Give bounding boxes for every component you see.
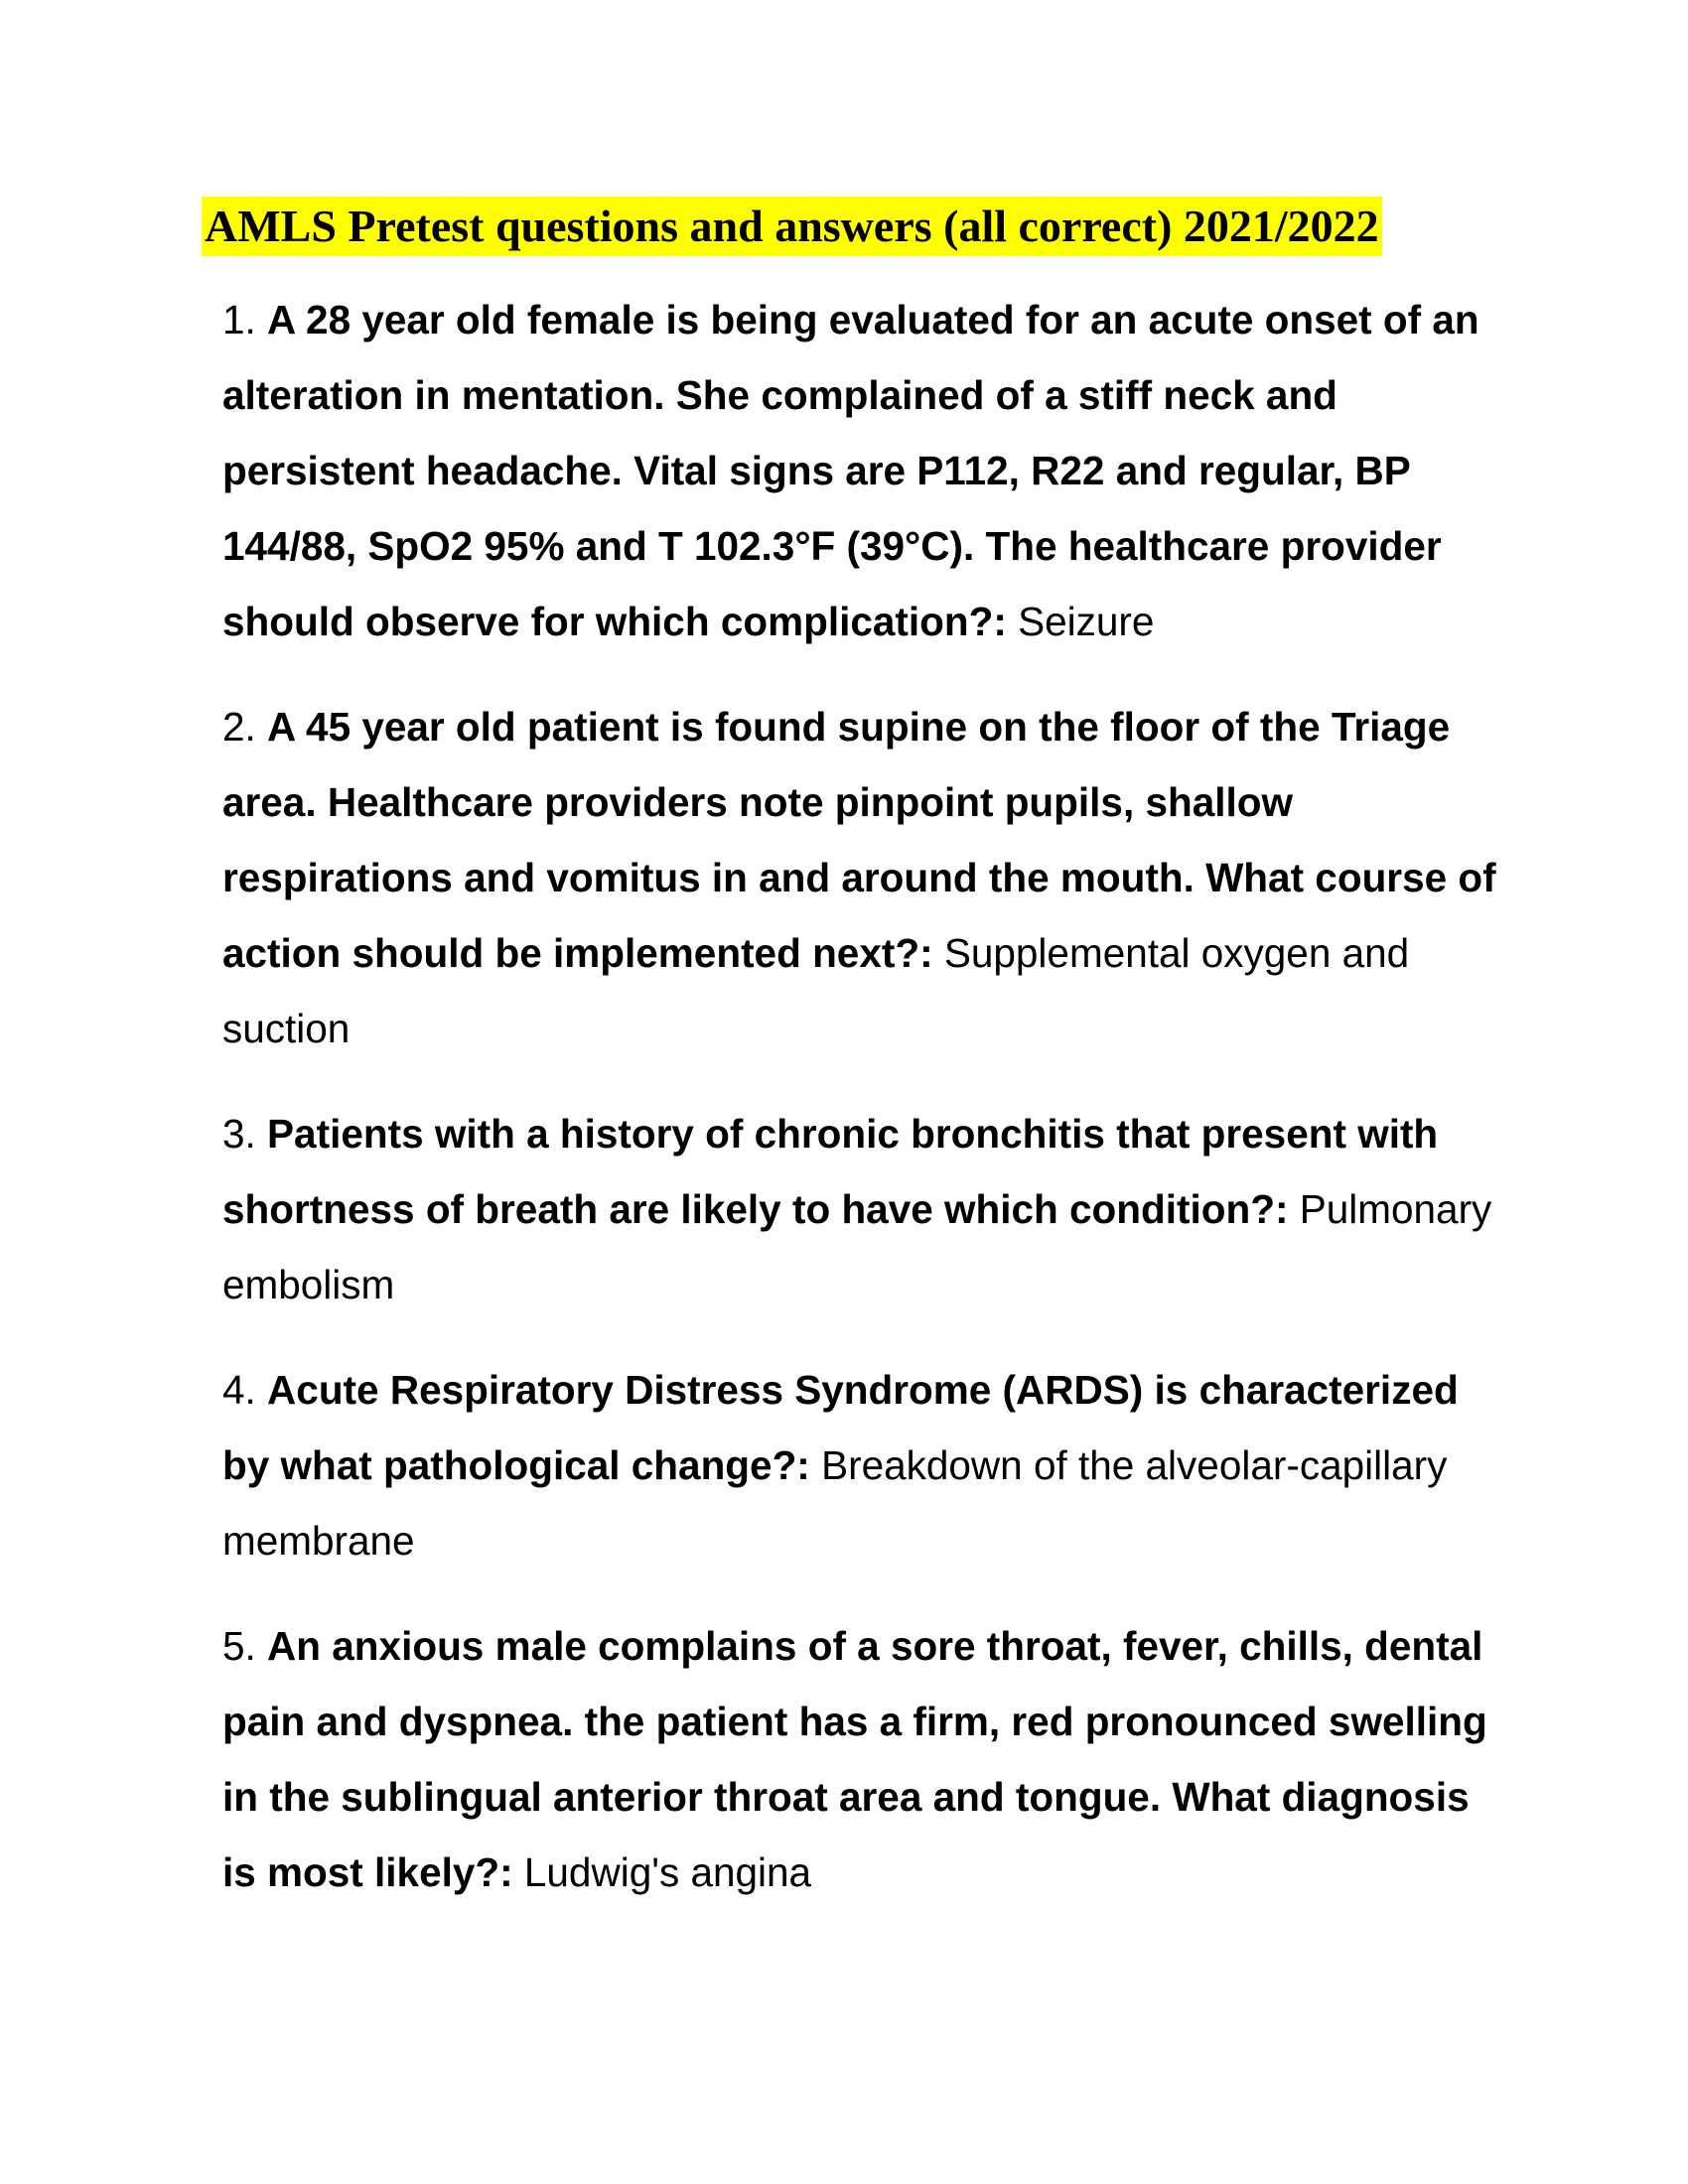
question-text: A 28 year old female is being evaluated for an acute onset of an alteration in mentation. She complained of a stiff neck and persistent headache. Vital signs are P112, R22 and regular, BP 144/88, SpO2 95% and T 102.3°F (39°C). The healthcare provider should observe for which complication?: <box>222 297 1479 644</box>
question-item-5 <box>222 1608 1503 1910</box>
answer-text: Supplemental oxygen and suction <box>222 930 1410 1051</box>
question-text: Patients with a history of chronic bronchitis that present with shortness of breath are likely to have which condition?: <box>222 1111 1439 1232</box>
question-text: A 45 year old patient is found supine on the floor of the Triage area. Healthcare providers note pinpoint pupils, shallow respirations and vomitus in and around the mouth. What course of action should be implemented next?: <box>222 704 1496 976</box>
question-item-4 <box>222 1352 1503 1578</box>
answer-text: Pulmonary embolism <box>222 1186 1492 1307</box>
question-text: Acute Respiratory Distress Syndrome (ARDS) is characterized by what pathological change?: <box>222 1367 1459 1488</box>
answer-text: Breakdown of the alveolar-capillary membrane <box>222 1442 1448 1564</box>
question-item-3 <box>222 1096 1503 1322</box>
question-number: 2. <box>222 704 256 750</box>
question-item-2 <box>222 689 1503 1066</box>
page-title: AMLS Pretest questions and answers (all correct) 2021/2022 <box>202 197 1382 256</box>
answer-text: Ludwig's angina <box>523 1849 812 1895</box>
question-text: An anxious male complains of a sore throat, fever, chills, dental pain and dyspnea. the patient has a firm, red pronounced swelling in the sublingual anterior throat area and tongue. What diagnosis is most likely?: <box>222 1623 1487 1895</box>
question-number: 4. <box>222 1367 256 1413</box>
question-number: 3. <box>222 1111 256 1157</box>
question-list <box>222 282 1503 1940</box>
question-number: 5. <box>222 1623 256 1669</box>
title-wrap <box>202 197 1382 256</box>
question-number: 1. <box>222 297 256 342</box>
answer-text: Seizure <box>1018 599 1155 644</box>
question-item-1 <box>222 282 1503 659</box>
